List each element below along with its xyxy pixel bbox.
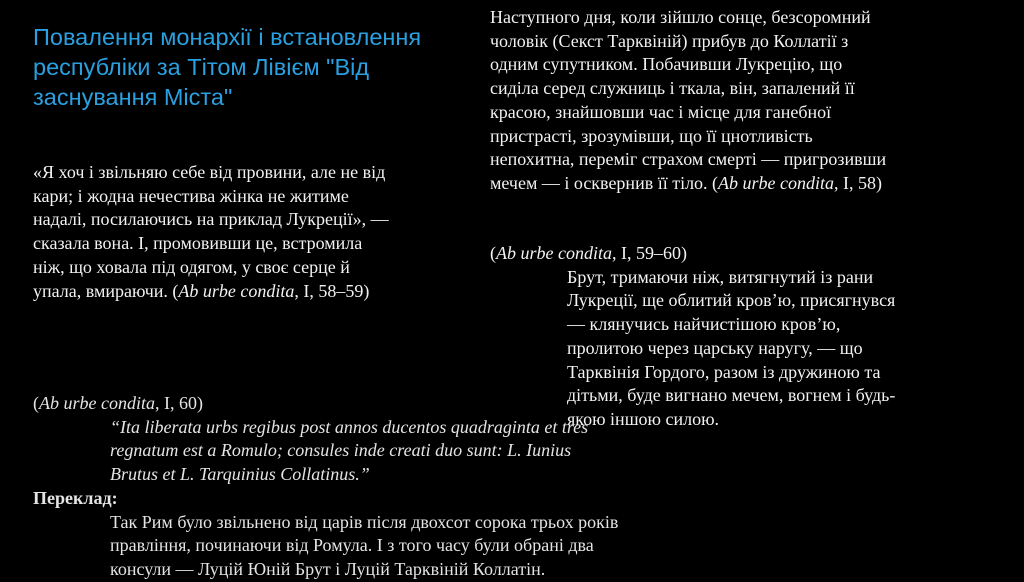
quote-line: сиділа серед служниць і ткала, він, запалений її bbox=[490, 78, 855, 99]
citation-title: Ab urbe condita bbox=[496, 243, 612, 263]
translation-line: консули — Луцій Юній Брут і Луцій Тарквіній Коллатін. bbox=[110, 558, 546, 579]
quote-text: упала, вмираючи. ( bbox=[33, 280, 179, 301]
quote-line: пролитою через царську наругу, — що bbox=[567, 337, 863, 358]
quote-line bbox=[490, 172, 886, 196]
quote-latin bbox=[33, 392, 618, 582]
quote-line: «Я хоч і звільняю себе від провини, але не від bbox=[33, 162, 386, 182]
latin-line: Brutus et L. Tarquinius Collatinus.” bbox=[110, 464, 370, 485]
citation-title: Ab urbe condita bbox=[718, 172, 835, 193]
citation-title: Ab urbe condita bbox=[39, 393, 155, 413]
citation-ref: , I, 59–60) bbox=[611, 243, 687, 263]
quote-line: — клянучись найчистішою кров’ю, bbox=[567, 314, 841, 335]
quote-line: ніж, що ховала під одягом, у своє серце й bbox=[33, 256, 350, 277]
citation-ref: , I, 58–59) bbox=[294, 280, 370, 301]
quote-line: пристрасті, зрозумівши, що її цнотливість bbox=[490, 125, 813, 146]
quote-line: Лукреції, ще облитий кров’ю, присягнувся bbox=[567, 290, 896, 311]
translation-line: правління, починаючи від Ромула. І з того часу були обрані два bbox=[110, 535, 594, 556]
title-line: Повалення монархії і встановлення bbox=[33, 24, 422, 50]
quote-line: непохитна, переміг страхом смерті — пригрозивши bbox=[490, 149, 887, 170]
citation-ref: , I, 58) bbox=[834, 172, 883, 193]
quote-line: сказала вона. І, промовивши це, встромила bbox=[33, 233, 363, 254]
slide-title bbox=[33, 22, 483, 112]
quote-left bbox=[33, 161, 389, 303]
title-line: заснування Міста" bbox=[33, 84, 233, 110]
quote-line: Наступного дня, коли зійшло сонце, безсоромний bbox=[490, 7, 871, 27]
quote-line: Брут, тримаючи ніж, витягнутий із рани bbox=[567, 266, 874, 287]
citation-paren: ( bbox=[33, 393, 39, 413]
quote-text: мечем — і осквернив її тіло. ( bbox=[490, 172, 719, 193]
citation-heading bbox=[490, 242, 895, 266]
quote-line: дітьми, буде вигнано мечем, вогнем і будь- bbox=[567, 385, 896, 406]
citation-heading bbox=[33, 392, 618, 416]
quote-line: якою іншою силою. bbox=[567, 408, 720, 429]
latin-line: “Ita liberata urbs regibus post annos ducentos quadraginta et tres bbox=[110, 416, 589, 437]
citation-paren: ( bbox=[490, 243, 496, 263]
translation-label: Переклад: bbox=[33, 487, 118, 508]
quote-right bbox=[490, 6, 886, 196]
title-line: республіки за Тітом Лівієм "Від bbox=[33, 54, 370, 80]
citation-ref: , I, 60) bbox=[154, 393, 203, 413]
quote-line: надалі, посилаючись на приклад Лукреції», — bbox=[33, 209, 389, 230]
quote-line: одним супутником. Побачивши Лукрецію, що bbox=[490, 54, 843, 75]
latin-line: regnatum est a Romulo; consules inde creati duo sunt: L. Iunius bbox=[110, 440, 572, 461]
quote-line: Тарквінія Гордого, разом із дружиною та bbox=[567, 361, 881, 382]
quote-line bbox=[33, 280, 389, 304]
citation-title: Ab urbe condita bbox=[178, 280, 295, 301]
translation-line: Так Рим було звільнено від царів після двохсот сорока трьох років bbox=[110, 511, 619, 532]
quote-line: чоловік (Секст Тарквіній) прибув до Коллатії з bbox=[490, 30, 849, 51]
quote-line: кари; і жодна нечестива жінка не житиме bbox=[33, 185, 349, 206]
quote-line: красою, знайшовши час і місце для ганебної bbox=[490, 101, 832, 122]
